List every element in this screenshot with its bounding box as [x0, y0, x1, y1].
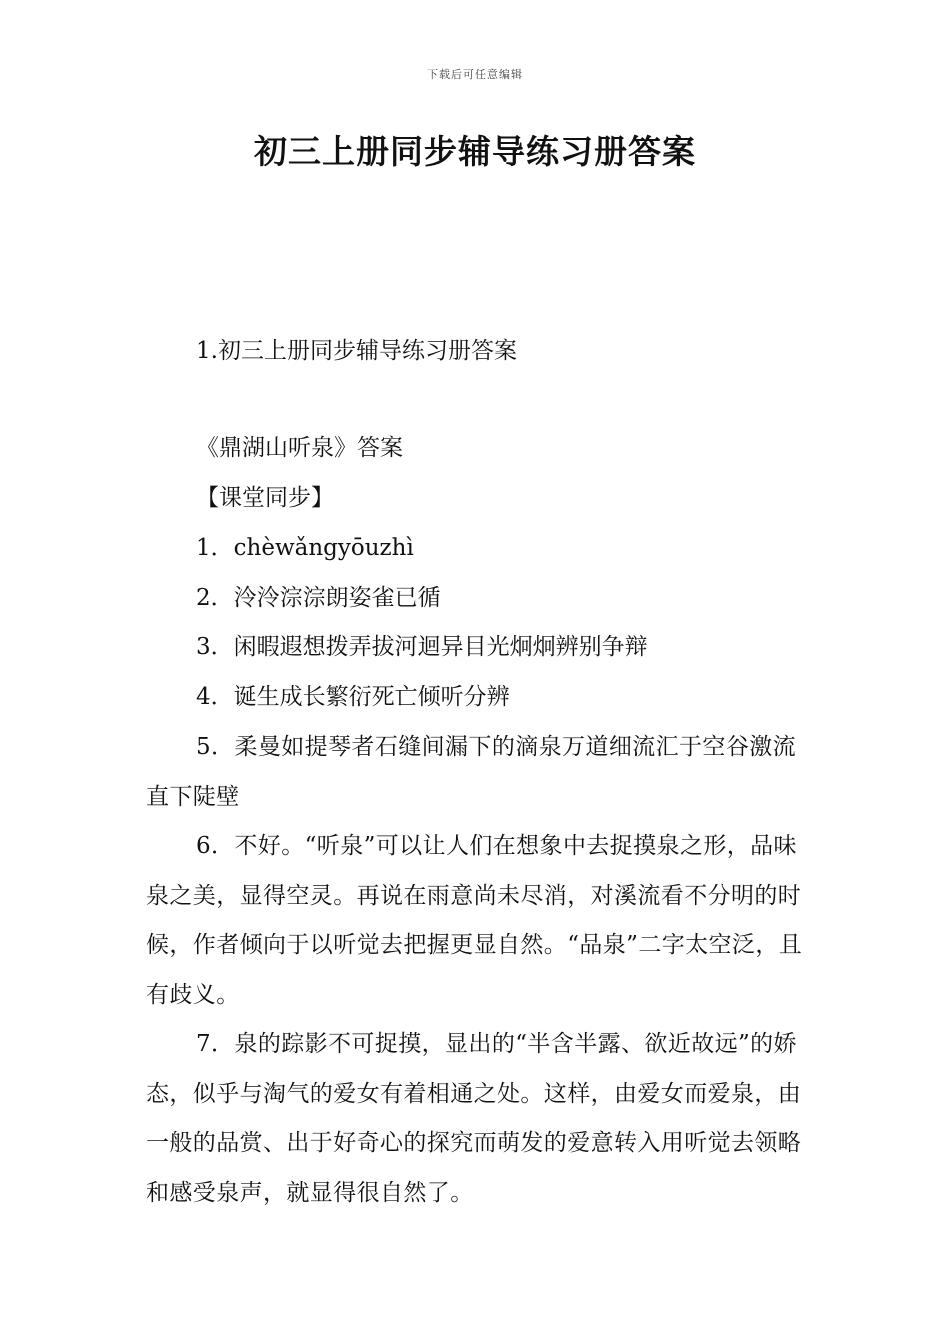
answer-item-3: 3．闲暇遐想拨弄拔河迴异目光炯炯辨别争辩: [196, 634, 648, 660]
answer-item-1: 1．chèwǎngyōuzhì: [196, 535, 414, 561]
answer-item-6: 6．不好。“听泉”可以让人们在想象中去捉摸泉之形，品味泉之美，显得空灵。再说在雨意尚未尽消，对溪流看不分明的时候，作者倾向于以听觉去把握更显自然。“品泉”二字太空泛，且有歧义。: [146, 833, 803, 1008]
answer-item-2: 2．泠泠淙淙朗姿雀已循: [196, 585, 441, 611]
answer-item-5: 5．柔曼如提琴者石缝间漏下的滴泉万道细流汇于空谷激流直下陡壁: [146, 734, 797, 810]
answer-item-7: 7．泉的踪影不可捉摸，显出的“半含半露、欲近故远”的娇态，似乎与淘气的爱女有着相通之处。这样，由爱女而爱泉，由一般的品赏、出于好奇心的探究而萌发的爱意转入用听觉去领略和感受泉声，就显得很自然了。: [146, 1031, 802, 1206]
header-note: 下载后可任意编辑: [427, 68, 523, 81]
section-heading: 1.初三上册同步辅导练习册答案: [196, 338, 517, 364]
answer-item-4: 4．诞生成长繁衍死亡倾听分辨: [196, 684, 510, 710]
subtitle: 《鼎湖山听泉》答案: [196, 435, 403, 461]
bracket-heading: 【课堂同步】: [196, 485, 334, 511]
document-title: 初三上册同步辅导练习册答案: [254, 132, 696, 171]
